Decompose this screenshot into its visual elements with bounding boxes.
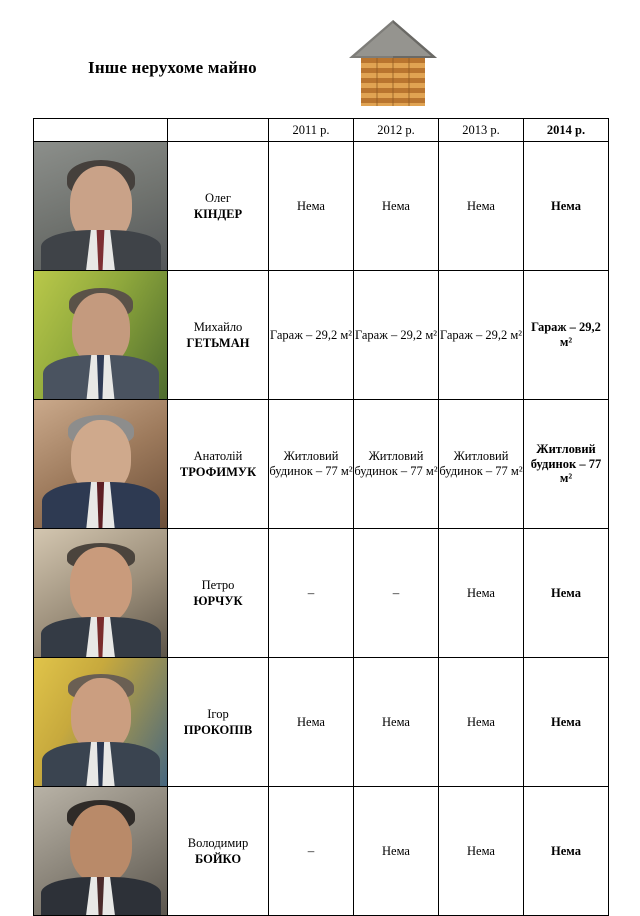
person-name (168, 271, 269, 400)
person-last-name: ЮРЧУК (193, 594, 243, 608)
cell-2012: Нема (354, 787, 439, 916)
cell-2012: Нема (354, 142, 439, 271)
table-row (34, 658, 609, 787)
header-year-2014: 2014 р. (524, 119, 609, 142)
cell-2013: Гараж – 29,2 м² (439, 271, 524, 400)
person-first-name: Анатолій (193, 448, 243, 463)
person-name (168, 658, 269, 787)
cell-2014: Нема (524, 529, 609, 658)
table-row (34, 787, 609, 916)
portrait-oleg-kinder (34, 142, 168, 271)
cell-2011: – (269, 787, 354, 916)
person-name (168, 787, 269, 916)
table-row (34, 271, 609, 400)
cell-2014: Житловий будинок – 77 м² (524, 400, 609, 529)
cell-2011: – (269, 529, 354, 658)
cell-2012: – (354, 529, 439, 658)
cell-2012: Гараж – 29,2 м² (354, 271, 439, 400)
portrait-mykhailo-hetman (34, 271, 168, 400)
table-row (34, 529, 609, 658)
person-last-name: ТРОФИМУК (179, 465, 257, 479)
header-year-2013: 2013 р. (439, 119, 524, 142)
person-first-name: Михайло (193, 319, 243, 334)
portrait-volodymyr-boiko (34, 787, 168, 916)
header-year-2011: 2011 р. (269, 119, 354, 142)
person-last-name: ГЕТЬМАН (186, 336, 250, 350)
header-year-2012: 2012 р. (354, 119, 439, 142)
cell-2013: Нема (439, 529, 524, 658)
person-name (168, 142, 269, 271)
person-name (168, 400, 269, 529)
cell-2013: Нема (439, 658, 524, 787)
cell-2013: Житловий будинок – 77 м² (439, 400, 524, 529)
cell-2011: Нема (269, 142, 354, 271)
cell-2012: Житловий будинок – 77 м² (354, 400, 439, 529)
person-first-name: Володимир (187, 835, 249, 850)
cell-2013: Нема (439, 787, 524, 916)
table-row (34, 400, 609, 529)
cell-2014: Нема (524, 787, 609, 916)
person-first-name: Петро (201, 577, 235, 592)
table-row (34, 142, 609, 271)
cell-2013: Нема (439, 142, 524, 271)
header-photo (34, 119, 168, 142)
page-title: Інше нерухоме майно (88, 58, 257, 77)
cell-2011: Гараж – 29,2 м² (269, 271, 354, 400)
portrait-petro-yurchuk (34, 529, 168, 658)
person-last-name: БОЙКО (194, 852, 242, 866)
portrait-anatolii-trofymuk (34, 400, 168, 529)
person-first-name: Олег (205, 190, 231, 205)
cell-2011: Житловий будинок – 77 м² (269, 400, 354, 529)
person-first-name: Ігор (207, 706, 229, 721)
table-header-row (34, 119, 609, 142)
cell-2014: Нема (524, 658, 609, 787)
portrait-ihor-prokopiv (34, 658, 168, 787)
cell-2014: Нема (524, 142, 609, 271)
house-of-coins-icon (343, 14, 443, 112)
assets-table (33, 118, 609, 916)
person-name (168, 529, 269, 658)
document-header (0, 0, 640, 118)
person-last-name: ПРОКОПІВ (183, 723, 253, 737)
header-name (168, 119, 269, 142)
cell-2014: Гараж – 29,2 м² (524, 271, 609, 400)
cell-2012: Нема (354, 658, 439, 787)
person-last-name: КІНДЕР (193, 207, 243, 221)
cell-2011: Нема (269, 658, 354, 787)
